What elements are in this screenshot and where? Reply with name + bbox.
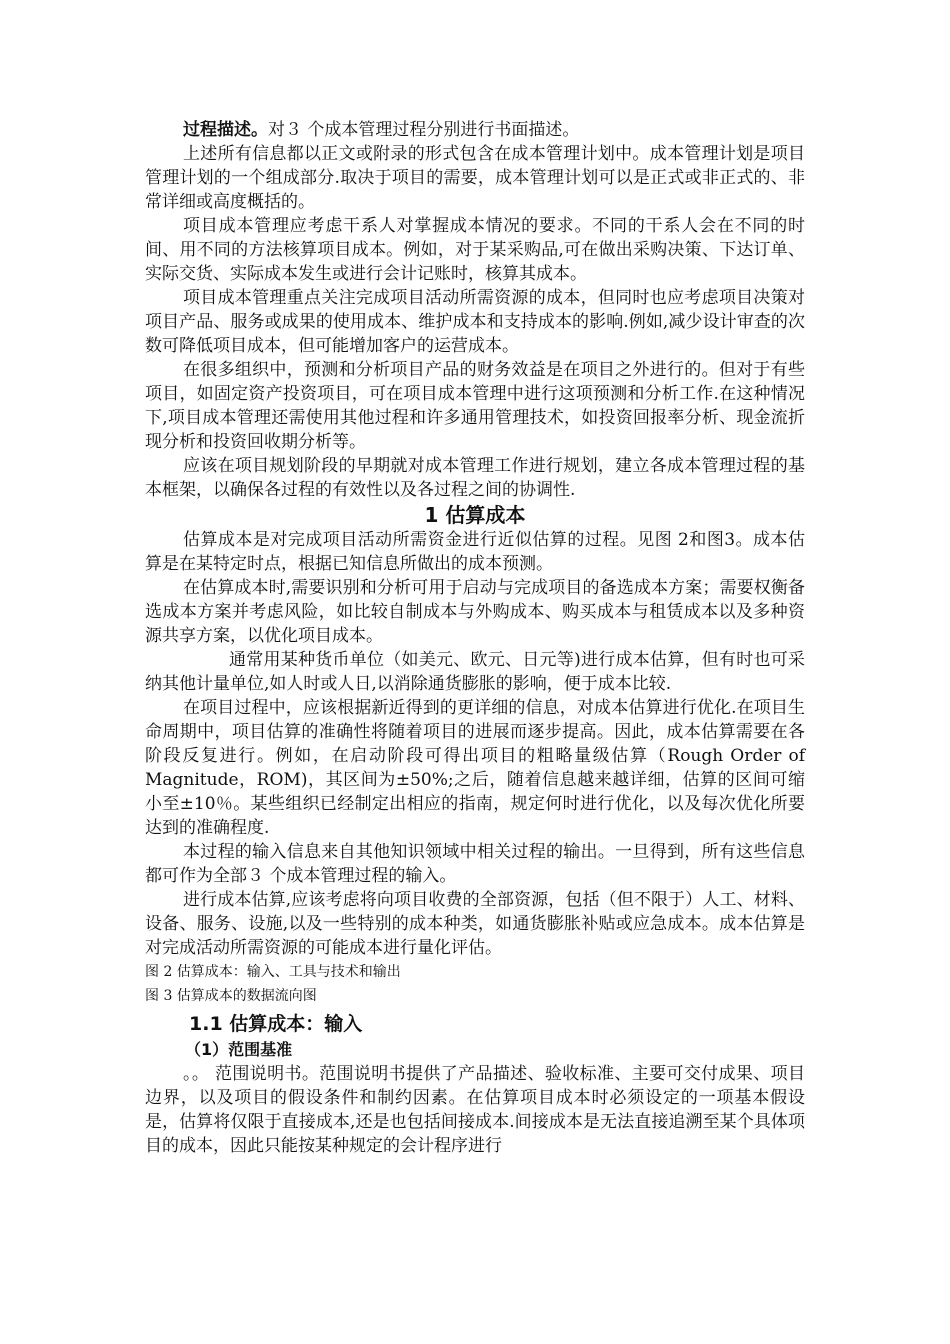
figure-2-caption: 图 2 估算成本：输入、工具与技术和输出 xyxy=(145,964,401,980)
section-1-1-heading: 1.1 估算成本：输入 xyxy=(189,1013,363,1035)
scope-baseline-subheading: （1）范围基准 xyxy=(185,1040,293,1059)
process-description-label: 过程描述。 xyxy=(183,120,268,140)
intro-paragraph-5: 应该在项目规划阶段的早期就对成本管理工作进行规划，建立各成本管理过程的基本框架，以确保各过程的有效性以及各过程之间的协调性. xyxy=(145,456,805,500)
intro-paragraph-4: 在很多组织中，预测和分析项目产品的财务效益是在项目之外进行的。但对于有些项目，如固定资产投资项目，可在项目成本管理中进行这项预测和分析工作.在这种情况下,项目成本管理还需使用其他过程和许多通用管理技术，如投资回报率分析、现金流折现分析和投资回收期分析等。 xyxy=(145,360,805,452)
section-1-paragraph-6: 进行成本估算,应该考虑将向项目收费的全部资源，包括（但不限于）人工、材料、设备、服务、设施,以及一些特别的成本种类，如通货膨胀补贴或应急成本。成本估算是对完成活动所需资源的可能成本进行量化评估。 xyxy=(145,890,805,958)
section-1-paragraph-1: 估算成本是对完成项目活动所需资金进行近似估算的过程。见图 2和图3。成本估算是在某特定时点，根据已知信息所做出的成本预测。 xyxy=(145,530,805,574)
figure-3-caption: 图 3 估算成本的数据流向图 xyxy=(145,988,317,1004)
section-1-paragraph-5: 本过程的输入信息来自其他知识领域中相关过程的输出。一旦得到，所有这些信息都可作为全部３ 个成本管理过程的输入。 xyxy=(145,842,805,886)
intro-paragraph-1: 上述所有信息都以正文或附录的形式包含在成本管理计划中。成本管理计划是项目管理计划的一个组成部分.取决于项目的需要，成本管理计划可以是正式或非正式的、非常详细或高度概括的。 xyxy=(145,144,805,212)
section-1-paragraph-4: 在项目过程中，应该根据新近得到的更详细的信息，对成本估算进行优化.在项目生命周期中，项目估算的准确性将随着项目的进展而逐步提高。因此，成本估算需要在各阶段反复进行。例如，在启动阶段可得出项目的粗略量级估算（Rough Order of Magnitude，ROM)，其区间为±50%;之后，随着信息越来越详细，估算的区间可缩小至±10％。某些组织已经制定出相应的指南，规定何时进行优化，以及每次优化所要达到的准确程度. xyxy=(145,698,805,838)
scope-statement-paragraph: 。。 范围说明书。范围说明书提供了产品描述、验收标准、主要可交付成果、项目边界，以及项目的假设条件和制约因素。在估算项目成本时必须设定的一项基本假设是，估算将仅限于直接成本,还是也包括间接成本.间接成本是无法直接追溯至某个具体项目的成本，因此只能按某种规定的会计程序进行 xyxy=(145,1064,805,1156)
intro-paragraph-3: 项目成本管理重点关注完成项目活动所需资源的成本，但同时也应考虑项目决策对项目产品、服务或成果的使用成本、维护成本和支持成本的影响.例如,减少设计审查的次数可降低项目成本，但可能增加客户的运营成本。 xyxy=(145,288,805,356)
section-1-paragraph-3: 通常用某种货币单位（如美元、欧元、日元等)进行成本估算，但有时也可采纳其他计量单位,如人时或人日,以消除通货膨胀的影响，便于成本比较. xyxy=(145,650,805,694)
process-description-paragraph xyxy=(145,118,805,142)
process-description-text: 对３ 个成本管理过程分别进行书面描述。 xyxy=(268,120,580,140)
section-1-paragraph-2: 在估算成本时,需要识别和分析可用于启动与完成项目的备选成本方案；需要权衡备选成本方案并考虑风险，如比较自制成本与外购成本、购买成本与租赁成本以及多种资源共享方案，以优化项目成本。 xyxy=(145,578,805,646)
section-1-heading: 1 估算成本 xyxy=(424,503,526,527)
document-page xyxy=(145,118,805,1158)
intro-paragraph-2: 项目成本管理应考虑干系人对掌握成本情况的要求。不同的干系人会在不同的时间、用不同的方法核算项目成本。例如，对于某采购品,可在做出采购决策、下达订单、实际交货、实际成本发生或进行会计记账时，核算其成本。 xyxy=(145,216,805,284)
